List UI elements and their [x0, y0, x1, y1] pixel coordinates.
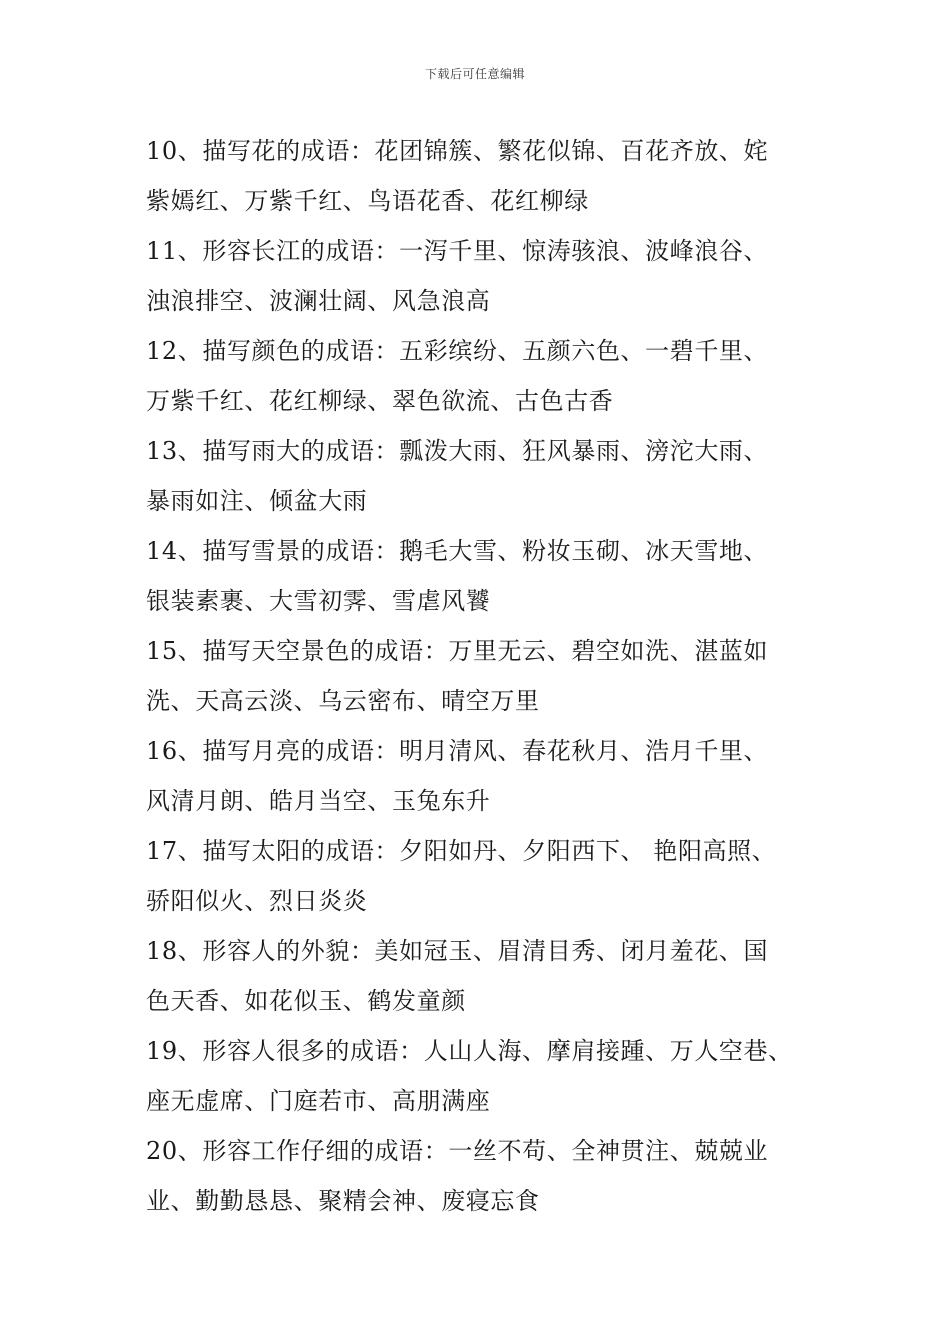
entry-line: 紫嫣红、万紫千红、鸟语花香、花红柳绿 [146, 187, 589, 215]
entry-line: 风清月朗、皓月当空、玉兔东升 [146, 787, 491, 815]
idiom-entry-11 [146, 226, 806, 326]
idiom-entry-16 [146, 726, 806, 826]
entry-line: 19、形容人很多的成语：人山人海、摩肩接踵、万人空巷、 [146, 1037, 793, 1065]
idiom-entry-12 [146, 326, 806, 426]
page-header: 下载后可任意编辑 [424, 67, 525, 81]
entry-line: 11、形容长江的成语：一泻千里、惊涛骇浪、波峰浪谷、 [146, 237, 769, 265]
idiom-entry-20 [146, 1126, 806, 1226]
idiom-entry-13 [146, 426, 806, 526]
entry-line: 13、描写雨大的成语：瓢泼大雨、狂风暴雨、滂沱大雨、 [146, 437, 769, 465]
entry-line: 12、描写颜色的成语：五彩缤纷、五颜六色、一碧千里、 [146, 337, 769, 365]
entry-line: 骄阳似火、烈日炎炎 [146, 887, 368, 915]
idiom-entry-17 [146, 826, 806, 926]
entry-line: 15、描写天空景色的成语：万里无云、碧空如洗、湛蓝如 [146, 637, 769, 665]
entry-line: 10、描写花的成语：花团锦簇、繁花似锦、百花齐放、姹 [146, 137, 769, 165]
entry-line: 浊浪排空、波澜壮阔、风急浪高 [146, 287, 491, 315]
entry-line: 色天香、如花似玉、鹤发童颜 [146, 987, 466, 1015]
entry-line: 洗、天高云淡、乌云密布、晴空万里 [146, 687, 540, 715]
entry-line: 20、形容工作仔细的成语：一丝不苟、全神贯注、兢兢业 [146, 1137, 769, 1165]
document-body [146, 126, 806, 1226]
entry-line: 14、描写雪景的成语：鹅毛大雪、粉妆玉砌、冰天雪地、 [146, 537, 769, 565]
idiom-entry-19 [146, 1026, 806, 1126]
entry-line: 银装素裹、大雪初霁、雪虐风饕 [146, 587, 491, 615]
entry-line: 座无虚席、门庭若市、高朋满座 [146, 1087, 491, 1115]
entry-line: 暴雨如注、倾盆大雨 [146, 487, 368, 515]
entry-line: 业、勤勤恳恳、聚精会神、废寝忘食 [146, 1187, 540, 1215]
entry-line: 16、描写月亮的成语：明月清风、春花秋月、浩月千里、 [146, 737, 769, 765]
entry-line: 万紫千红、花红柳绿、翠色欲流、古色古香 [146, 387, 614, 415]
idiom-entry-15 [146, 626, 806, 726]
entry-line: 17、描写太阳的成语：夕阳如丹、夕阳西下、 艳阳高照、 [146, 837, 777, 865]
idiom-entry-14 [146, 526, 806, 626]
entry-line: 18、形容人的外貌：美如冠玉、眉清目秀、闭月羞花、国 [146, 937, 769, 965]
idiom-entry-18 [146, 926, 806, 1026]
idiom-entry-10 [146, 126, 806, 226]
